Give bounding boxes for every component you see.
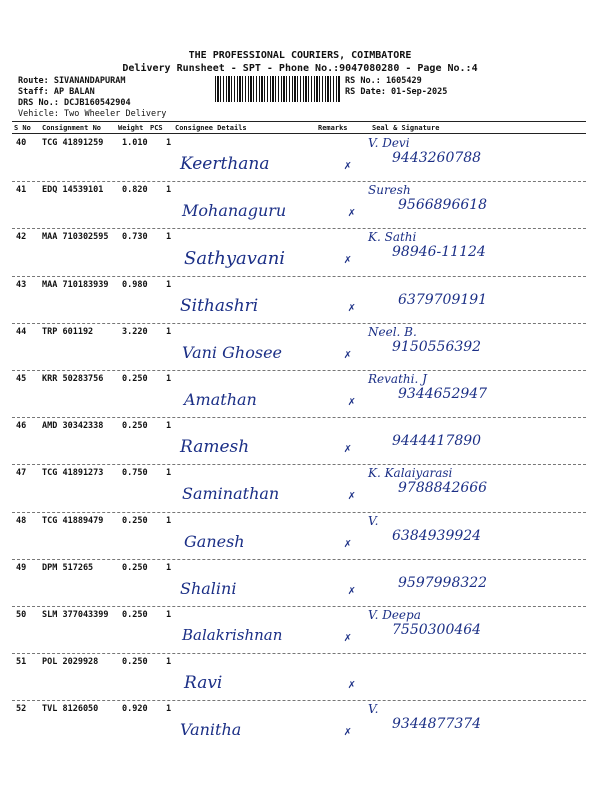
receiver-signature: V. xyxy=(368,702,379,717)
row-consignment: TRP 601192 xyxy=(42,326,94,337)
row-consignment: TCG 41889479 xyxy=(42,515,104,526)
row-weight: 0.250 xyxy=(122,515,148,526)
row-consignment: TVL 8126050 xyxy=(42,704,99,715)
row-pcs: 1 xyxy=(166,185,172,196)
receiver-signature: Neel. B. xyxy=(368,324,417,339)
row-pcs: 1 xyxy=(166,326,172,337)
row-consignment: TCG 41891259 xyxy=(42,138,104,148)
row-divider xyxy=(12,464,586,465)
receiver-phone: 9566896618 xyxy=(398,197,488,214)
receiver-phone: 6379709191 xyxy=(398,291,488,308)
row-sno: 41 xyxy=(16,185,27,196)
route-label: Route: SIVANANDAPURAM xyxy=(18,76,126,86)
consignee-name: Amathan xyxy=(184,390,257,409)
row-divider xyxy=(12,370,586,371)
row-sno: 43 xyxy=(16,279,27,290)
row-consignment: AMD 30342338 xyxy=(42,421,104,432)
row-pcs: 1 xyxy=(166,704,172,715)
row-weight: 0.250 xyxy=(122,374,148,384)
consignee-name: Ravi xyxy=(184,673,223,694)
remark-mark: ✗ xyxy=(348,677,356,692)
consignee-name: Sathyavani xyxy=(184,248,286,270)
consignee-name: Shalini xyxy=(180,578,237,598)
row-pcs: 1 xyxy=(166,138,172,148)
receiver-signature: Revathi. J xyxy=(368,372,427,386)
row-weight: 0.820 xyxy=(122,185,148,196)
consignee-name: Vanitha xyxy=(180,720,242,740)
consignee-name: Saminathan xyxy=(182,484,280,504)
row-consignment: KRR 50283756 xyxy=(42,374,104,384)
receiver-phone: 9344877374 xyxy=(392,716,482,733)
rs-number: RS No.: 1605429 xyxy=(345,76,422,86)
consignee-name: Vani Ghosee xyxy=(182,342,282,362)
remark-mark: ✗ xyxy=(344,346,352,361)
remark-mark: ✗ xyxy=(344,535,352,550)
receiver-phone: 9150556392 xyxy=(392,338,482,355)
receiver-signature: Suresh xyxy=(368,183,411,198)
row-sno: 48 xyxy=(16,515,27,526)
row-sno: 51 xyxy=(16,657,27,668)
consignee-name: Balakrishnan xyxy=(182,626,283,644)
row-sno: 40 xyxy=(16,138,27,148)
consignee-name: Ramesh xyxy=(180,437,250,458)
row-divider xyxy=(12,323,586,324)
receiver-signature: K. Kalaiyarasi xyxy=(368,466,453,481)
receiver-phone: 9788842666 xyxy=(398,480,488,497)
row-divider xyxy=(12,228,586,229)
header-top-rule xyxy=(12,121,586,122)
row-weight: 0.980 xyxy=(122,279,148,290)
receiver-phone: 98946-11124 xyxy=(392,244,486,261)
drs-number: DRS No.: DCJB160542904 xyxy=(18,98,131,108)
row-divider xyxy=(12,276,586,277)
row-pcs: 1 xyxy=(166,374,172,384)
rs-date: RS Date: 01-Sep-2025 xyxy=(345,87,448,97)
column-remarks: Remarks xyxy=(318,124,348,132)
row-consignment: MAA 710183939 xyxy=(42,279,109,290)
row-pcs: 1 xyxy=(166,421,172,432)
row-consignment: EDQ 14539101 xyxy=(42,185,104,196)
remark-mark: ✗ xyxy=(344,441,352,456)
row-weight: 0.250 xyxy=(122,562,148,573)
receiver-phone: 9344652947 xyxy=(398,386,488,402)
receiver-signature: V. Deepa xyxy=(368,608,421,622)
remark-mark: ✗ xyxy=(344,252,352,267)
remark-mark: ✗ xyxy=(344,724,352,739)
row-weight: 0.250 xyxy=(122,421,148,432)
remark-mark: ✗ xyxy=(344,158,352,172)
row-consignment: MAA 710302595 xyxy=(42,232,109,243)
header-bottom-rule xyxy=(12,133,586,134)
row-pcs: 1 xyxy=(166,562,172,573)
receiver-phone: 9597998322 xyxy=(398,574,488,591)
receiver-signature: K. Sathi xyxy=(368,230,417,245)
remark-mark: ✗ xyxy=(348,205,356,220)
receiver-signature: V. xyxy=(368,513,379,528)
row-sno: 47 xyxy=(16,468,27,479)
column-consignment: Consignment No xyxy=(42,124,102,132)
remark-mark: ✗ xyxy=(348,299,356,314)
row-pcs: 1 xyxy=(166,657,172,668)
remark-mark: ✗ xyxy=(348,488,356,503)
row-consignment: POL 2029928 xyxy=(42,657,99,668)
receiver-phone: 6384939924 xyxy=(392,527,482,544)
row-divider xyxy=(12,653,586,654)
row-weight: 0.250 xyxy=(122,657,148,668)
row-sno: 49 xyxy=(16,562,27,573)
row-pcs: 1 xyxy=(166,515,172,526)
column-sno: S No xyxy=(14,124,31,132)
document-title: THE PROFESSIONAL COURIERS, COIMBATORE xyxy=(188,50,412,61)
row-sno: 52 xyxy=(16,704,27,715)
remark-mark: ✗ xyxy=(348,394,356,408)
row-divider xyxy=(12,417,586,418)
receiver-phone: 9443260788 xyxy=(392,150,482,166)
row-consignment: TCG 41891273 xyxy=(42,468,104,479)
consignee-name: Mohanaguru xyxy=(182,201,287,221)
remark-mark: ✗ xyxy=(348,582,356,597)
row-weight: 0.730 xyxy=(122,232,148,243)
consignee-name: Keerthana xyxy=(180,154,270,174)
receiver-signature: V. Devi xyxy=(368,136,410,150)
consignee-name: Ganesh xyxy=(184,531,245,551)
row-sno: 46 xyxy=(16,421,27,432)
row-divider xyxy=(12,559,586,560)
column-weight: Weight xyxy=(118,124,144,132)
row-sno: 42 xyxy=(16,232,27,243)
column-pcs: PCS xyxy=(150,124,163,132)
row-pcs: 1 xyxy=(166,468,172,479)
staff-label: Staff: AP BALAN xyxy=(18,87,95,97)
row-weight: 0.750 xyxy=(122,468,148,479)
row-pcs: 1 xyxy=(166,610,172,620)
row-divider xyxy=(12,700,586,701)
consignee-name: Sithashri xyxy=(180,295,259,316)
receiver-phone: 7550300464 xyxy=(392,622,482,638)
vehicle-label: Vehicle: Two Wheeler Delivery xyxy=(18,109,167,119)
row-pcs: 1 xyxy=(166,232,172,243)
column-seal: Seal & Signature xyxy=(372,124,440,132)
remark-mark: ✗ xyxy=(344,630,352,644)
row-weight: 0.250 xyxy=(122,610,148,620)
row-divider xyxy=(12,606,586,607)
row-weight: 3.220 xyxy=(122,326,148,337)
row-weight: 1.010 xyxy=(122,138,148,148)
row-pcs: 1 xyxy=(166,279,172,290)
row-divider xyxy=(12,512,586,513)
row-sno: 44 xyxy=(16,326,27,337)
row-consignment: SLM 377043399 xyxy=(42,610,109,620)
row-weight: 0.920 xyxy=(122,704,148,715)
column-consignee: Consignee Details xyxy=(175,124,247,132)
barcode xyxy=(215,76,340,102)
row-sno: 45 xyxy=(16,374,27,384)
receiver-phone: 9444417890 xyxy=(392,433,482,450)
row-consignment: DPM 517265 xyxy=(42,562,94,573)
row-sno: 50 xyxy=(16,610,27,620)
document-subtitle: Delivery Runsheet - SPT - Phone No.:9047080280 - Page No.:4 xyxy=(122,63,478,74)
row-divider xyxy=(12,181,586,182)
